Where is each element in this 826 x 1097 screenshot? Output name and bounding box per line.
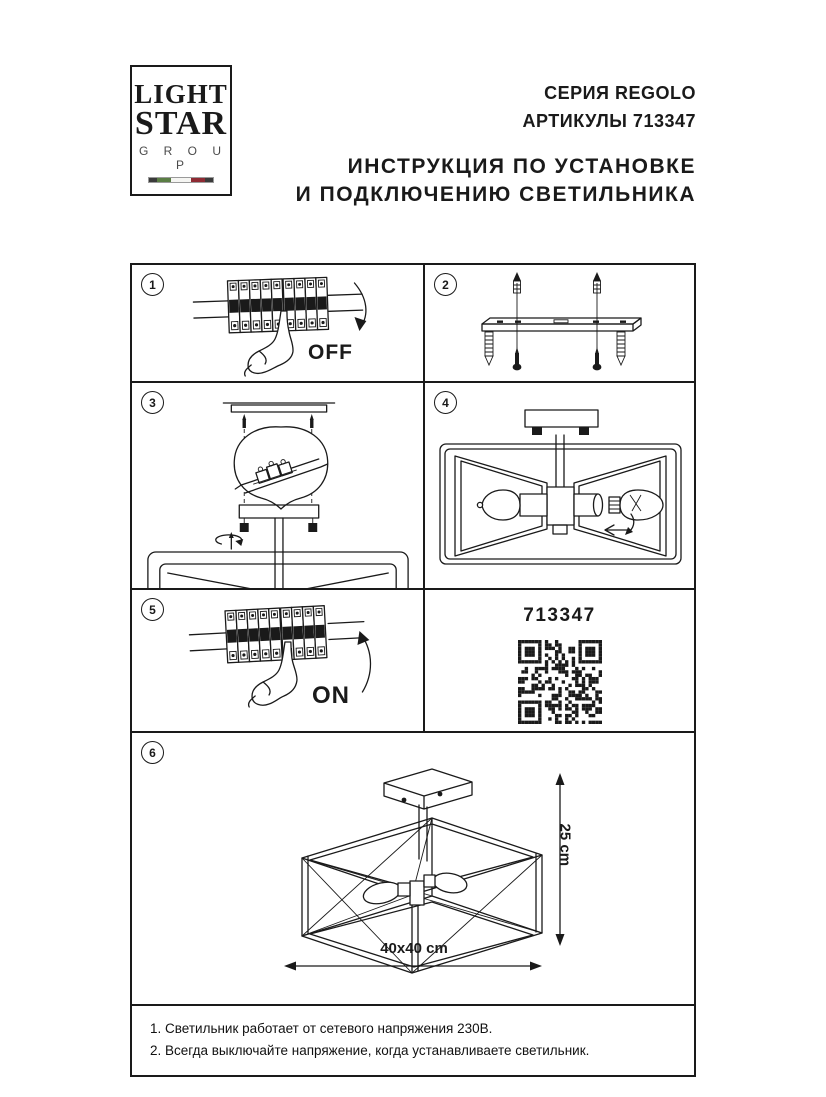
wiring-connection-illustration — [132, 383, 423, 588]
step-4-cell — [425, 383, 694, 590]
breaker-panel-off-illustration — [132, 265, 423, 381]
step-5-cell — [132, 590, 425, 733]
mounting-bracket-illustration — [425, 265, 694, 381]
step-6-cell — [132, 733, 694, 1006]
assembled-fixture-illustration — [132, 733, 694, 1004]
on-label: ON — [312, 682, 350, 709]
step-6-number: 6 — [141, 741, 164, 764]
note-2: 2. Всегда выключайте напряжение, когда устанавливаете светильник. — [150, 1042, 590, 1058]
italian-flag-icon — [148, 177, 214, 183]
instruction-title-line2: И ПОДКЛЮЧЕНИЮ СВЕТИЛЬНИКА — [295, 182, 696, 206]
step-4-number: 4 — [434, 391, 457, 414]
flag-dark-segment2 — [205, 178, 213, 182]
article-title: АРТИКУЛЫ 713347 — [522, 110, 696, 131]
step-2-cell — [425, 265, 694, 383]
flag-green-segment — [157, 178, 171, 182]
lightstar-logo — [130, 65, 232, 196]
width-dimension-label: 40x40 cm — [380, 940, 448, 957]
qr-article-number: 713347 — [523, 605, 596, 626]
instruction-title-line1: ИНСТРУКЦИЯ ПО УСТАНОВКЕ — [347, 154, 696, 178]
off-label: OFF — [308, 341, 353, 364]
note-1: 1. Светильник работает от сетевого напряжения 230В. — [150, 1021, 493, 1036]
steps-table — [130, 263, 696, 1077]
step-1-number: 1 — [141, 273, 164, 296]
header-text-block — [296, 80, 696, 208]
series-title: СЕРИЯ REGOLO — [544, 83, 696, 103]
flag-white-segment — [171, 178, 191, 182]
breaker-panel-on-illustration — [132, 590, 423, 731]
height-dimension-label: 25 cm — [556, 823, 574, 867]
qr-code — [518, 640, 602, 724]
logo-light-text: LIGHT — [134, 79, 228, 109]
step-2-number: 2 — [434, 273, 457, 296]
step-1-cell — [132, 265, 425, 383]
step-5-number: 5 — [141, 598, 164, 621]
logo-star-text: STAR — [134, 104, 228, 142]
flag-red-segment — [191, 178, 205, 182]
notes-cell — [132, 1006, 694, 1075]
flag-dark-segment — [149, 178, 157, 182]
logo-group-text: G R O U P — [138, 143, 227, 172]
step-3-number: 3 — [141, 391, 164, 414]
step-3-cell — [132, 383, 425, 590]
qr-cell — [425, 590, 694, 733]
bulb-installation-illustration — [425, 383, 694, 588]
